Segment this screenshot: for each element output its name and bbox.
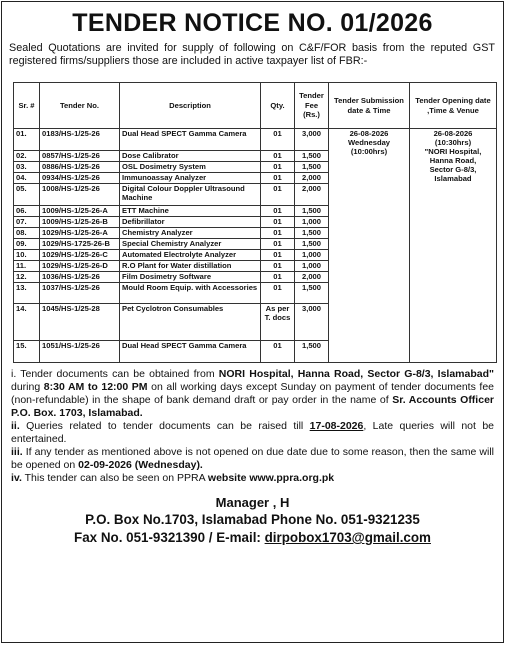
header-qty: Qty. — [261, 83, 295, 129]
tender-no-cell: 1029/HS-1/25-26-A — [40, 228, 120, 239]
sr-cell: 11. — [14, 261, 40, 272]
sr-cell: 10. — [14, 250, 40, 261]
sr-cell: 04. — [14, 173, 40, 184]
qty-cell: 01 — [261, 129, 295, 151]
fee-cell: 1,000 — [295, 250, 329, 261]
tender-table-body — [14, 129, 497, 363]
sr-cell: 12. — [14, 272, 40, 283]
sr-cell: 09. — [14, 239, 40, 250]
note-3: iii. If any tender as mentioned above is not opened on due date due to some reason, then the same will be opened on 02-09-2026 (Wednesday). — [11, 446, 494, 471]
tender-no-cell: 1029/HS-1/25-26-C — [40, 250, 120, 261]
description-cell: OSL Dosimetry System — [120, 162, 261, 173]
fee-cell: 1,500 — [295, 283, 329, 304]
contact-footer — [2, 494, 503, 547]
sr-cell: 02. — [14, 151, 40, 162]
sr-cell: 15. — [14, 341, 40, 363]
description-cell: Dual Head SPECT Gamma Camera — [120, 341, 261, 363]
table-row — [14, 129, 497, 151]
fax-email-line: Fax No. 051-9321390 / E-mail: dirpobox1703@gmail.com — [74, 530, 431, 545]
notice-title: TENDER NOTICE NO. 01/2026 — [72, 9, 433, 37]
fee-cell: 2,000 — [295, 173, 329, 184]
description-cell: Automated Electrolyte Analyzer — [120, 250, 261, 261]
qty-cell: 01 — [261, 250, 295, 261]
qty-cell: As per T. docs — [261, 304, 295, 341]
tender-no-cell: 1009/HS-1/25-26-A — [40, 206, 120, 217]
tender-no-cell: 1045/HS-1/25-28 — [40, 304, 120, 341]
tender-no-cell: 1008/HS-1/25-26 — [40, 184, 120, 206]
fee-cell: 1,500 — [295, 239, 329, 250]
tender-no-cell: 1029/HS-1/25-26-D — [40, 261, 120, 272]
description-cell: Mould Room Equip. with Accessories — [120, 283, 261, 304]
qty-cell: 01 — [261, 272, 295, 283]
sr-cell: 13. — [14, 283, 40, 304]
intro-paragraph: Sealed Quotations are invited for supply of following on C&F/FOR basis from the reputed GST registered firms/suppliers those are included in active taxpayer list of FBR:- — [9, 42, 495, 67]
manager-line: Manager , H — [215, 495, 290, 510]
note-4: iv. This tender can also be seen on PPRA website www.ppra.org.pk — [11, 472, 335, 484]
tender-no-cell: 0857/HS-1/25-26 — [40, 151, 120, 162]
fee-cell: 3,000 — [295, 304, 329, 341]
qty-cell: 01 — [261, 162, 295, 173]
description-cell: Film Dosimetry Software — [120, 272, 261, 283]
qty-cell: 01 — [261, 261, 295, 272]
description-cell: Pet Cyclotron Consumables — [120, 304, 261, 341]
fee-cell: 1,500 — [295, 162, 329, 173]
qty-cell: 01 — [261, 151, 295, 162]
table-header-row — [14, 83, 497, 129]
sr-cell: 07. — [14, 217, 40, 228]
qty-cell: 01 — [261, 283, 295, 304]
sr-cell: 08. — [14, 228, 40, 239]
tender-no-cell: 1037/HS-1/25-26 — [40, 283, 120, 304]
fee-cell: 2,000 — [295, 184, 329, 206]
address-line: P.O. Box No.1703, Islamabad Phone No. 051-9321235 — [85, 512, 420, 527]
header-sr: Sr. # — [14, 83, 40, 129]
header-fee: Tender Fee (Rs.) — [295, 83, 329, 129]
description-cell: Immunoassay Analyzer — [120, 173, 261, 184]
tender-notice — [1, 1, 504, 643]
sr-cell: 01. — [14, 129, 40, 151]
opening-cell: 26-08-2026 (10:30hrs) "NORI Hospital, Hanna Road, Sector G-8/3, Islamabad — [410, 129, 497, 363]
header-description: Description — [120, 83, 261, 129]
tender-no-cell: 0886/HS-1/25-26 — [40, 162, 120, 173]
tender-no-cell: 1036/HS-1/25-26 — [40, 272, 120, 283]
fee-cell: 1,000 — [295, 261, 329, 272]
fee-cell: 1,000 — [295, 217, 329, 228]
tender-no-cell: 1009/HS-1/25-26-B — [40, 217, 120, 228]
submission-cell: 26-08-2026 Wednesday (10:00hrs) — [329, 129, 410, 363]
description-cell: Dual Head SPECT Gamma Camera — [120, 129, 261, 151]
description-cell: Dose Calibrator — [120, 151, 261, 162]
qty-cell: 01 — [261, 206, 295, 217]
description-cell: Defibrillator — [120, 217, 261, 228]
ppra-website-link[interactable]: website www.ppra.org.pk — [207, 472, 335, 484]
sr-cell: 05. — [14, 184, 40, 206]
header-opening: Tender Opening date ,Time & Venue — [410, 83, 497, 129]
fee-cell: 3,000 — [295, 129, 329, 151]
email-link[interactable]: dirpobox1703@gmail.com — [264, 530, 431, 545]
notes-section — [2, 363, 503, 485]
description-cell: R.O Plant for Water distillation — [120, 261, 261, 272]
tender-no-cell: 1029/HS-1725-26-B — [40, 239, 120, 250]
note-1: i. Tender documents can be obtained from NORI Hospital, Hanna Road, Sector G-8/3, Islamabad" during 8:30 AM to 12:00 PM on all working days except Sunday on payment of tender documents fee (non-refundable) in the shape of bank demand draft or pay order in the name of Sr. Accounts Officer P.O. Box. 1703, Islamabad. — [11, 368, 495, 419]
qty-cell: 01 — [261, 173, 295, 184]
sr-cell: 14. — [14, 304, 40, 341]
description-cell: ETT Machine — [120, 206, 261, 217]
header-tender-no: Tender No. — [40, 83, 120, 129]
description-cell: Chemistry Analyzer — [120, 228, 261, 239]
qty-cell: 01 — [261, 239, 295, 250]
tender-no-cell: 0183/HS-1/25-26 — [40, 129, 120, 151]
header-submission: Tender Submission date & Time — [329, 83, 410, 129]
fee-cell: 1,500 — [295, 341, 329, 363]
tender-no-cell: 0934/HS-1/25-26 — [40, 173, 120, 184]
qty-cell: 01 — [261, 341, 295, 363]
fee-cell: 1,500 — [295, 151, 329, 162]
sr-cell: 06. — [14, 206, 40, 217]
qty-cell: 01 — [261, 228, 295, 239]
fee-cell: 1,500 — [295, 206, 329, 217]
sr-cell: 03. — [14, 162, 40, 173]
fee-cell: 1,500 — [295, 228, 329, 239]
tender-table — [13, 82, 497, 363]
note-2: ii. Queries related to tender documents can be raised till 17-08-2026, Late queries will not be entertained. — [11, 420, 494, 445]
fee-cell: 2,000 — [295, 272, 329, 283]
qty-cell: 01 — [261, 217, 295, 228]
description-cell: Special Chemistry Analyzer — [120, 239, 261, 250]
description-cell: Digital Colour Doppler Ultrasound Machine — [120, 184, 261, 206]
qty-cell: 01 — [261, 184, 295, 206]
tender-no-cell: 1051/HS-1/25-26 — [40, 341, 120, 363]
